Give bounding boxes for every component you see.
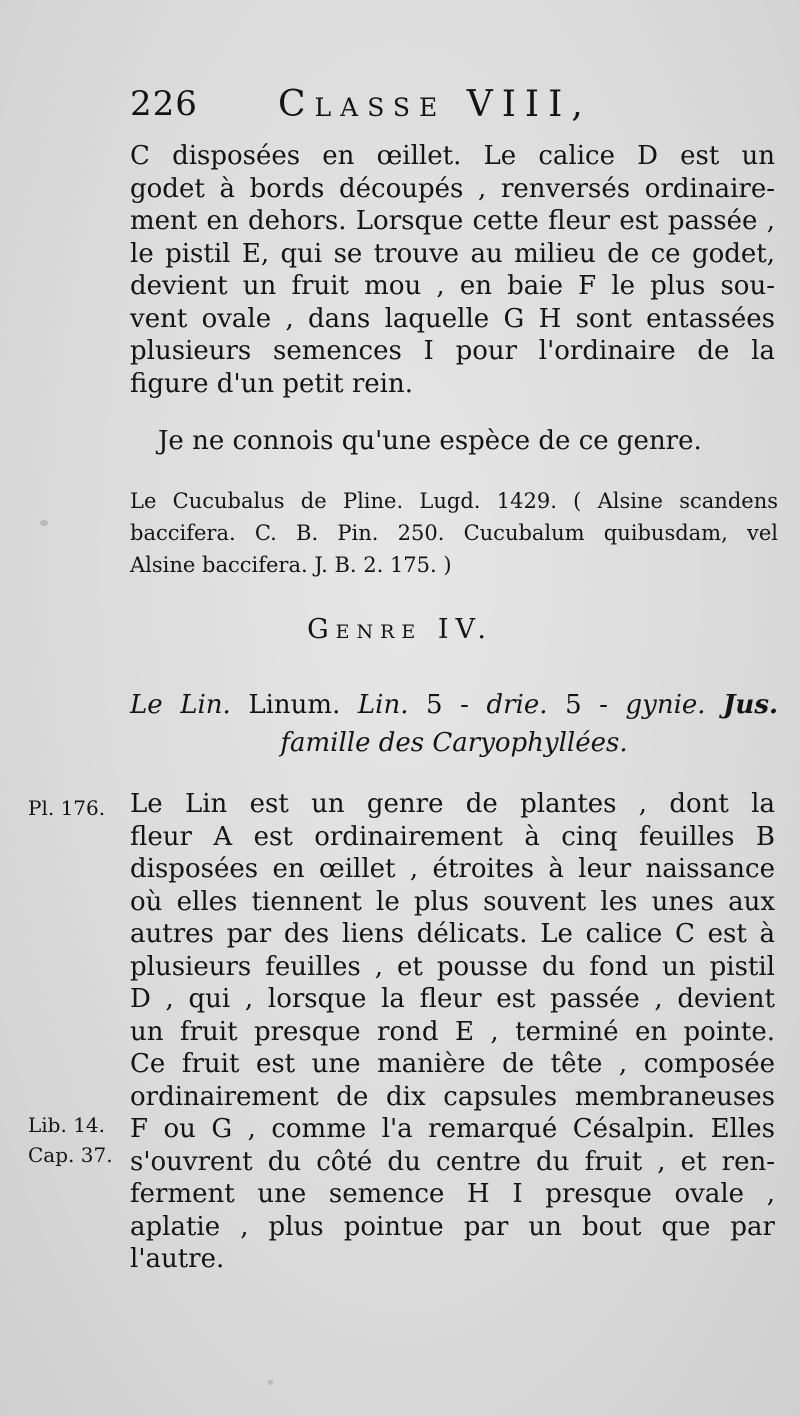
paragraph-lin-description [130,788,775,1276]
text-line: C disposées en œillet. Le calice D est un [130,141,775,171]
citation-line: baccifera. C. B. Pin. 250. Cucubalum quibusdam, vel [130,521,778,545]
margin-note-plate: Pl. 176. [28,796,106,820]
text-line: ordinairement de dix capsules membraneuses [130,1081,775,1112]
running-head: Classe VIII, [278,84,592,125]
text-line: ferment une semence H I presque ovale , [130,1179,775,1209]
citation-note [130,485,778,581]
genus-title [130,686,778,762]
spacer [706,690,724,720]
text-line: vent ovale , dans laquelle G H sont entassées [130,303,775,334]
margin-note-cap: Cap. 37. [28,1143,113,1167]
class-number: 5 - [408,690,487,720]
text-line: plusieurs semences I pour l'ordinaire de la [130,336,775,366]
text-line: aplatie , plus pointue par un bout que par [130,1211,775,1242]
text-line: plusieurs feuilles , et pousse du fond un pistil [130,951,775,982]
page-number: 226 [130,84,198,124]
text-line: fleur A est ordinairement à cinq feuilles B [130,821,775,852]
text-line: devient un fruit mou , en baie F le plus sou- [130,271,775,301]
text-line: où elles tiennent le plus souvent les unes aux [130,886,775,917]
text-line: le pistil E, qui se trouve au milieu de ce godet, [130,238,775,269]
jussieu-abbrev: Jus. [723,690,779,720]
text-line: s'ouvrent du côté du centre du fruit , et ren- [130,1146,775,1177]
margin-note-lib: Lib. 14. [28,1113,106,1137]
text-line: godet à bords découpés , renversés ordinaire- [130,173,775,204]
ink-spot [268,1380,273,1385]
citation-line: Alsine baccifera. J. B. 2. 175. ) [130,553,452,577]
text-line: Ce fruit est une manière de tête , composée [130,1049,775,1079]
genus-french-name: Le Lin. [130,690,231,720]
margin-note-reference [28,1110,113,1170]
order-number: 5 - [547,690,626,720]
class-name: drie. [486,690,548,720]
text-line: F ou G , comme l'a remarqué Césalpin. Elles [130,1114,775,1144]
text-line: disposées en œillet , étroites à leur naissance [130,854,775,884]
text-line: un fruit presque rond E , terminé en pointe. [130,1016,775,1047]
text-line: Le Lin est un genre de plantes , dont la [130,789,775,819]
genus-family: famille des Caryophyllées. [280,728,628,758]
text-line: l'autre. [130,1244,225,1274]
genus-title-line-1 [130,686,778,724]
genre-heading: Genre IV. [307,614,493,645]
ink-spot [40,520,48,526]
text-line: figure d'un petit rein. [130,368,414,399]
page-header [130,84,775,134]
paragraph-cucubalus-description [130,140,775,400]
citation-line: Le Cucubalus de Pline. Lugd. 1429. ( Alsine scandens [130,489,778,513]
text-line: autres par des liens délicats. Le calice C est à [130,919,775,949]
species-statement: Je ne connois qu'une espèce de ce genre. [158,426,702,456]
text-line: ment en dehors. Lorsque cette fleur est passée , [130,206,775,236]
genus-latin-name: Linum. [230,690,358,720]
linnaeus-abbrev: Lin. [357,690,409,720]
order-name: gynie. [625,690,706,720]
text-line: D , qui , lorsque la fleur est passée , devient [130,984,775,1014]
